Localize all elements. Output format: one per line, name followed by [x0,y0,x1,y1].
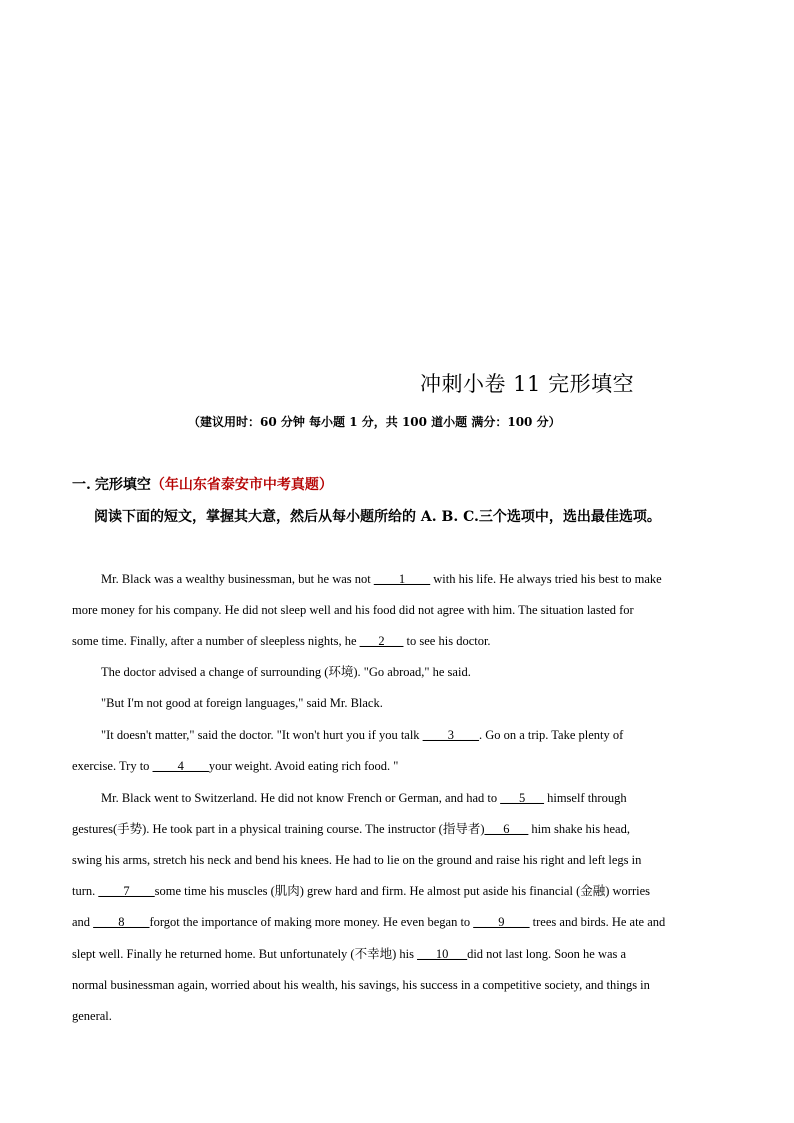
blank-6: ___6___ [484,822,529,836]
time-and-score-note: （建议用时：60 分钟 每小题 1 分，共 100 道小题 满分：100 分） [188,415,561,429]
blank-1: ____1____ [373,572,431,586]
instruction-text: 阅读下面的短文，掌握其大意，然后从每小题所给的 A. B. C.三个选项中，选出最佳选项。 [94,509,661,525]
passage-line: gestures(手势). He took part in a physical training course. The instructor (指导者)___6___ him shake his head, [72,822,630,836]
passage-line: and ____8____forgot the importance of making more money. He even began to ____9____ trees and birds. He ate and [72,915,666,929]
blank-8: ____8____ [93,915,150,929]
passage-line: some time. Finally, after a number of sleepless nights, he ___2___ to see his doctor. [72,634,491,648]
page-title: 冲刺小卷 11 完形填空 [420,372,635,396]
blank-2: ___2___ [359,634,404,648]
blank-5: ___5___ [500,791,544,805]
passage-line: exercise. Try to ____4____your weight. Avoid eating rich food. " [72,759,399,773]
passage-line: Mr. Black was a wealthy businessman, but he was not ____1____ with his life. He always tried his best to make [101,572,662,586]
section-number: 一. [72,477,91,493]
passage-line: The doctor advised a change of surrounding (环境). "Go abroad," he said. [101,665,471,679]
blank-10: ___10___ [417,947,468,961]
passage-line: more money for his company. He did not sleep well and his food did not agree with him. The situation lasted for [72,603,634,617]
blank-3: ____3____ [422,728,479,742]
blank-4: ____4____ [152,759,209,773]
blank-9: ____9____ [473,915,530,929]
passage-line: swing his arms, stretch his neck and bend his knees. He had to lie on the ground and raise his right and left legs in [72,853,642,867]
blank-7: ____7____ [98,884,155,898]
section-source: （年山东省泰安市中考真题） [150,477,333,493]
section-heading [72,474,333,494]
passage-line: Mr. Black went to Switzerland. He did not know French or German, and had to ___5___ himself through [101,791,627,805]
passage-line: normal businessman again, worried about his wealth, his savings, his success in a competitive society, and things in [72,978,650,992]
passage-line: general. [72,1009,112,1023]
passage-line: turn. ____7____some time his muscles (肌肉) grew hard and firm. He almost put aside his financial (金融) worries [72,884,651,898]
passage-line: "It doesn't matter," said the doctor. "It won't hurt you if you talk ____3____. Go on a trip. Take plenty of [101,728,624,742]
passage-line: slept well. Finally he returned home. But unfortunately (不幸地) his ___10___did not last long. Soon he was a [72,947,627,961]
passage-line: "But I'm not good at foreign languages," said Mr. Black. [101,696,383,710]
section-name: 完形填空 [94,477,151,493]
